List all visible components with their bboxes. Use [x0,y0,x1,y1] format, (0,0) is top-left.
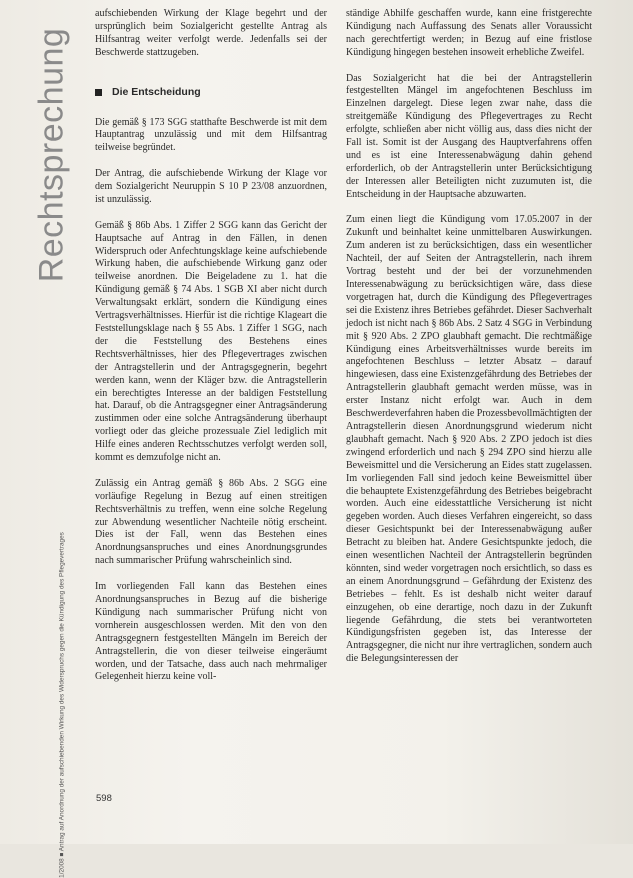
paragraph: Zum einen liegt die Kündigung vom 17.05.2007 in der Zukunft und beinhaltet keine unmittelbaren Auswirkungen. Zum anderen ist zu berücksichtigen, dass ein wesentlicher Nachteil, der auf Seiten der Antragstellerin, nach ihrem Vortrag besteht und der bei der vorzunehmenden Interessenabwägung zu berücksichtigen wäre, dass diese vorgetragen hat, durch die Kündigung des Pflegevertrages sei die Existenz ihres Betriebes gefährdet. Dieser Sachverhalt jedoch ist nicht nach § 86b Abs. 2 Satz 4 SGG in Verbindung mit § 920 Abs. 2 ZPO glaubhaft gemacht. Die rechtmäßige Kündigung eines Arbeitsverhältnisses wurde bereits im angefochtenen Beschluss – letzter Absatz – darauf hingewiesen, dass eine Existenzgefährdung des Betriebes der Antragstellerin glaubhaft gemacht werden müsse, was in erster Instanz nicht erfolgt war. Auch in dem Beschwerdeverfahren haben die Prozessbevollmächtigten der Antragstellerin diesen Anordnungsgrund wiederum nicht glaubhaft gemacht. Nach § 920 Abs. 2 ZPO jedoch ist dies zwingend erforderlich und nach § 294 ZPO sind hierzu alle Beweismittel und die Versicherung an Eides statt zugelassen. Im vorliegenden Fall sind jedoch keine Beweismittel über die behauptete Existenzgefährdung des Betriebes beigebracht worden. Auch eine eidesstattliche Versicherung ist nicht gegeben worden. Auch dieses Verfahren eingereicht, so dass dieser Gesichtspunkt bei der Interessenabwägung außer Betracht zu bleiben hat. Andere Gesichtspunkte jedoch, die einen wesentlichen Nachteil der Antragstellerin begründen könnten, sind weder vorgetragen noch ersichtlich, so dass es an einem Anordnungsgrund – Gefährdung der Existenz des Betriebes – fehlt. Es ist deshalb nicht weiter darauf einzugehen, ob eine derartige, noch dazu in der Zukunft liegende Gefährdung, die stets bei verantworteten Kündigungsfristen gegeben ist, das Interesse der Antragsgegner, die nicht nur ihre vertraglichen, sondern auch die Belegungsinteressen der [346,214,593,665]
section-title-text: Rechtsprechung [32,27,71,283]
running-footer-text: 1/2008 ■ Antrag auf Anordnung der aufschiebenden Wirkung des Widerspruchs gegen die Kündigung des Pflegevertrages [58,532,66,878]
right-column [346,8,592,679]
running-footer [48,532,78,878]
paragraph: Die gemäß § 173 SGG statthafte Beschwerde ist mit dem Hauptantrag unzulässig und mit dem Hilfsantrag teilweise begründet. [95,116,327,154]
section-heading-text: Die Entscheidung [112,85,201,98]
page-number: 598 [96,793,112,804]
paragraph-intro: aufschiebenden Wirkung der Klage begehrt und der ursprünglich beim Sozialgericht gestellte Antrag als Hilfsantrag weiter verfolgt werde. Jedenfalls sei der Beschwerde stattzugeben. [95,8,327,58]
left-column [95,8,327,697]
paragraph: Im vorliegenden Fall kann das Bestehen eines Anordnungsanspruches in Bezug auf die bisherige Kündigung nach summarischer Prüfung nicht von vornherein ausgeschlossen werden. Mit den von den Antragsgegnern festgestellten Mängeln im Bereich der Antragstellerin, die von dieser teilweise eingeräumt worden, und der Tatsache, dass auch nach mehrmaliger Gelegenheit hierzu keine voll- [95,581,327,683]
paragraph: Zulässig ein Antrag gemäß § 86b Abs. 2 SGG eine vorläufige Regelung in Bezug auf einen streitigen Rechtsverhältnis zu treffen, wenn eine solche Regelung zur Abwendung wesentlicher Nachteile nötig erscheint. Dies ist der Fall, wenn das Bestehen eines Anordnungsanspruches und eines Anordnungsgrundes nach summarischer Prüfung wahrscheinlich sind. [95,477,327,567]
paragraph: Gemäß § 86b Abs. 1 Ziffer 2 SGG kann das Gericht der Hauptsache auf Antrag in den Fällen, in denen Widerspruch oder Anfechtungsklage keine aufschiebende Wirkung haben, die aufschiebende Wirkung ganz oder teilweise anordnen. Die Beigeladene zu 1. hat die Kündigung gemäß § 74 Abs. 1 SGB XI aber nicht durch Verwaltungsakt erklärt, sondern die Kündigung eines Vertragsverhältnisses. Hierfür ist die richtige Klageart die Feststellungsklage nach § 55 Abs. 1 Ziffer 1 SGG, nach der die Feststellung des Bestehens eines Rechtsverhältnisses, hier des Pflegevertrages zwischen der Antragstellerin und der Antragsgegnerin, begehrt werden kann, wenn der Kläger bzw. die Antragstellerin ein berechtigtes Interesse an der baldigen Feststellung hat. Darauf, ob die Antragsgegner einer Antragsänderung zustimmen oder eine solche Antragsänderung überhaupt vorliegt oder das gleiche prozessuale Ziel lediglich mit Hilfe eines anderen Rechtsschutzes verfolgt werden soll, kommt es demzufolge nicht an. [95,219,327,464]
paragraph: ständige Abhilfe geschaffen wurde, kann eine fristgerechte Kündigung nach Auffassung des Senats aller Voraussicht nach gerechtfertigt werden; in Bezug auf eine fristlose Kündigung hingegen bestehen insoweit erhebliche Zweifel. [346,8,592,58]
section-heading [95,86,327,99]
section-title [14,27,84,283]
paragraph: Der Antrag, die aufschiebende Wirkung der Klage vor dem Sozialgericht Neuruppin S 10 P 23/08 anzuordnen, ist unzulässig. [95,168,327,205]
paragraph: Das Sozialgericht hat die bei der Antragstellerin festgestellten Mängel im angefochtenen Beschluss im Einzelnen dargelegt. Diese legen zwar nahe, dass die streitgemäße Kündigung des Pflegevertrages zu Recht erfolgte, schließen aber nicht völlig aus, dass dies nicht der Fall ist. Somit ist der Ausgang des Hauptverfahrens offen und es ist eine Interessenabwägung dahin gehend erforderlich, ob der Antragstellerin unter Berücksichtigung der Interessen aller Beteiligten nicht zuzumuten ist, die Entscheidung in der Hauptsache abzuwarten. [346,72,592,200]
square-bullet-icon [95,89,102,96]
